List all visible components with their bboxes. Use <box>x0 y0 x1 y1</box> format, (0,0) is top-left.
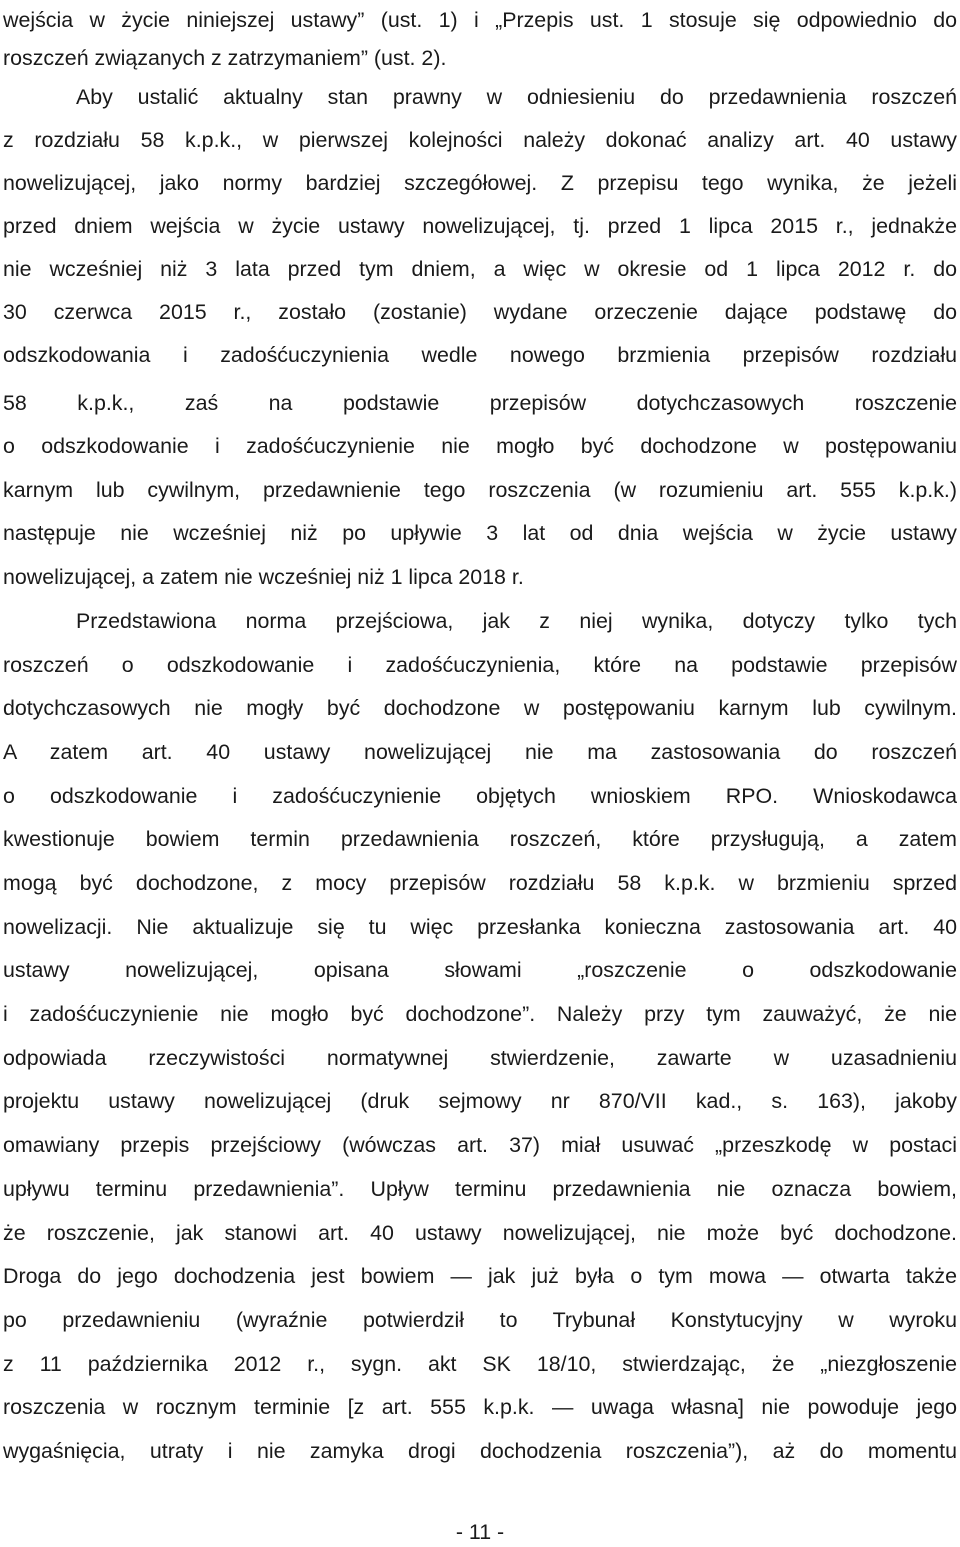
text-line: mogą być dochodzone, z mocy przepisów rozdziału 58 k.p.k. w brzmieniu sprzed <box>3 871 957 895</box>
text-line: z rozdziału 58 k.p.k., w pierwszej kolejności należy dokonać analizy art. 40 ustawy <box>3 128 957 152</box>
text-line: i zadośćuczynienie nie mogło być dochodzone”. Należy przy tym zauważyć, że nie <box>3 1002 957 1026</box>
paragraph-first-line: Przedstawiona norma przejściowa, jak z niej wynika, dotyczy tylko tych <box>76 609 957 633</box>
text-line: nowelizacji. Nie aktualizuje się tu więc przesłanka konieczna zastosowania art. 40 <box>3 915 957 939</box>
text-line: A zatem art. 40 ustawy nowelizującej nie ma zastosowania do roszczeń <box>3 740 957 764</box>
text-line: nowelizującej, a zatem nie wcześniej niż 1 lipca 2018 r. <box>3 565 524 589</box>
text-line: ustawy nowelizującej, opisana słowami „roszczenie o odszkodowanie <box>3 958 957 982</box>
text-line: omawiany przepis przejściowy (wówczas art. 37) miał usuwać „przeszkodę w postaci <box>3 1133 957 1157</box>
text-line: karnym lub cywilnym, przedawnienie tego roszczenia (w rozumieniu art. 555 k.p.k.) <box>3 478 957 502</box>
text-line: odpowiada rzeczywistości normatywnej stwierdzenie, zawarte w uzasadnieniu <box>3 1046 957 1070</box>
text-line: kwestionuje bowiem termin przedawnienia roszczeń, które przysługują, a zatem <box>3 827 957 851</box>
text-line: że roszczenie, jak stanowi art. 40 ustawy nowelizującej, nie może być dochodzone. <box>3 1221 957 1245</box>
text-line: Droga do jego dochodzenia jest bowiem — jak już była o tym mowa — otwarta także <box>3 1264 957 1288</box>
text-line: upływu terminu przedawnienia”. Upływ terminu przedawnienia nie oznacza bowiem, <box>3 1177 957 1201</box>
text-line: następuje nie wcześniej niż po upływie 3 lat od dnia wejścia w życie ustawy <box>3 521 957 545</box>
text-line: roszczenia w rocznym terminie [z art. 555 k.p.k. — uwaga własna] nie powoduje jego <box>3 1395 957 1419</box>
text-line: odszkodowania i zadośćuczynienia wedle nowego brzmienia przepisów rozdziału <box>3 343 957 367</box>
text-line: wejścia w życie niniejszej ustawy” (ust. 1) i „Przepis ust. 1 stosuje się odpowiednio do <box>3 8 957 32</box>
text-line: po przedawnieniu (wyraźnie potwierdził to Trybunał Konstytucyjny w wyroku <box>3 1308 957 1332</box>
text-line: wygaśnięcia, utraty i nie zamyka drogi dochodzenia roszczenia”), aż do momentu <box>3 1439 957 1463</box>
text-line: projektu ustawy nowelizującej (druk sejmowy nr 870/VII kad., s. 163), jakoby <box>3 1089 957 1113</box>
text-line: o odszkodowanie i zadośćuczynienie nie mogło być dochodzone w postępowaniu <box>3 434 957 458</box>
text-line: dotychczasowych nie mogły być dochodzone w postępowaniu karnym lub cywilnym. <box>3 696 957 720</box>
text-line: nowelizującej, jako normy bardziej szczegółowej. Z przepisu tego wynika, że jeżeli <box>3 171 957 195</box>
text-line: 58 k.p.k., zaś na podstawie przepisów dotychczasowych roszczenie <box>3 391 957 415</box>
paragraph-first-line: Aby ustalić aktualny stan prawny w odniesieniu do przedawnienia roszczeń <box>76 85 957 109</box>
text-line: nie wcześniej niż 3 lata przed tym dniem, a więc w okresie od 1 lipca 2012 r. do <box>3 257 957 281</box>
text-line: przed dniem wejścia w życie ustawy nowelizującej, tj. przed 1 lipca 2015 r., jednakże <box>3 214 957 238</box>
text-line: roszczeń o odszkodowanie i zadośćuczynienia, które na podstawie przepisów <box>3 653 957 677</box>
text-line: o odszkodowanie i zadośćuczynienie objętych wnioskiem RPO. Wnioskodawca <box>3 784 957 808</box>
text-line: roszczeń związanych z zatrzymaniem” (ust. 2). <box>3 46 447 70</box>
text-line: 30 czerwca 2015 r., zostało (zostanie) wydane orzeczenie dające podstawę do <box>3 300 957 324</box>
page-number: - 11 - <box>455 1520 505 1544</box>
text-line: z 11 października 2012 r., sygn. akt SK 18/10, stwierdzając, że „niezgłoszenie <box>3 1352 957 1376</box>
